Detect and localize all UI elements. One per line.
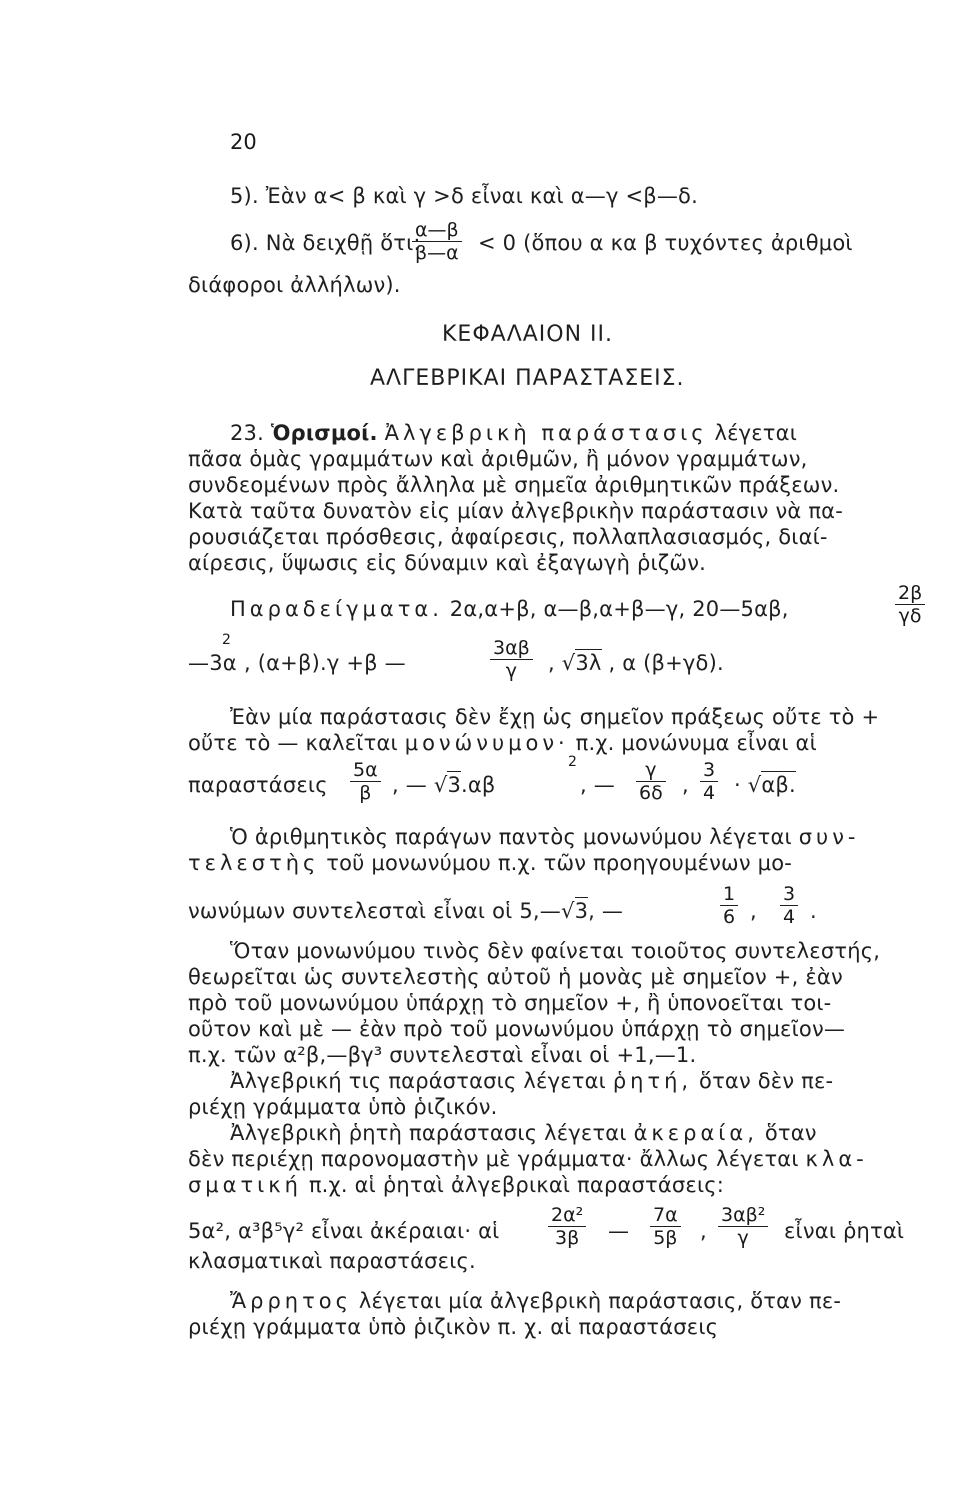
fraction-numerator: 5α xyxy=(350,759,381,782)
text: δὲν περιέχῃ παρονομαστὴν μὲ γράμματα· ἄλλως λέγεται xyxy=(188,1147,799,1171)
radical-sign: √ xyxy=(560,899,575,923)
term-fractional-cont: σματική xyxy=(188,1173,302,1197)
rational-line-1 xyxy=(230,1068,833,1094)
integral-line-5: κλασματικαὶ παραστάσεις. xyxy=(188,1249,476,1273)
examples-list: 2α,α+β, α—β,α+β—γ, 20—5αβ, xyxy=(449,597,789,621)
fraction-numerator: γ xyxy=(636,759,666,782)
monomial-line-3a: παραστάσεις xyxy=(188,773,328,797)
text: Ὁ ἀριθμητικὸς παράγων παντὸς μονωνύμου λέγεται xyxy=(230,825,792,849)
text: τοῦ μονωνύμου π.χ. τῶν προηγουμένων μο- xyxy=(326,851,793,875)
fraction-numerator: 3αβ xyxy=(490,637,533,660)
term-fractional: κλα- xyxy=(805,1147,868,1171)
comma: , xyxy=(700,1219,707,1243)
examples-line-2-end: , α (β+γδ). xyxy=(608,651,724,675)
examples-line-2b: , (α+β).γ +β — xyxy=(244,651,406,675)
implicit-line-4: οῦτον καὶ μὲ — ἐὰν πρὸ τοῦ μονωνύμου ὑπάρχῃ τὸ σημεῖον— xyxy=(188,1017,846,1041)
fraction-denominator: γ xyxy=(505,660,517,682)
term-algebraic-expression: Ἀλγεβρικὴ παράστασις xyxy=(384,421,708,445)
examples-label: Παραδείγματα. xyxy=(230,597,443,621)
text: π.χ. μονώνυμα εἶναι αἱ xyxy=(575,731,817,755)
fraction-denominator: β xyxy=(359,782,372,804)
separator: · xyxy=(734,773,741,797)
text: λέγεται μία ἀλγεβρικὴ παράστασις, ὅταν πε- xyxy=(358,1289,842,1313)
fraction-numerator: 2α² xyxy=(548,1204,586,1227)
radicand: 3λ xyxy=(575,651,602,675)
fraction-denominator: 4 xyxy=(703,782,716,804)
radical-sign: √ xyxy=(561,651,576,675)
radical-sign: √ xyxy=(747,773,762,797)
integral-fraction-1 xyxy=(548,1204,586,1249)
section-23-line-1-rest: λέγεται xyxy=(714,421,798,445)
comma: , xyxy=(682,773,689,797)
chapter-title: ΑΛΓΕΒΡΙΚΑΙ ΠΑΡΑΣΤΑΣΕΙΣ. xyxy=(370,366,685,391)
text: π.χ. αἱ ῥηταὶ ἀλγεβρικαὶ παραστάσεις: xyxy=(308,1173,725,1197)
monomial-fraction-a xyxy=(350,759,381,804)
fraction-denominator: γδ xyxy=(898,605,922,627)
section-heading: Ὁρισμοί. xyxy=(270,421,378,445)
integral-fraction-3 xyxy=(718,1204,768,1249)
coefficient-fraction-2 xyxy=(780,883,798,928)
fraction-numerator: 7α xyxy=(650,1204,681,1227)
examples-fraction-2 xyxy=(490,637,533,682)
monomial-line-1: Ἐὰν μία παράστασις δὲν ἔχῃ ὡς σημεῖον πράξεως οὔτε τὸ + xyxy=(230,705,880,729)
integral-line-3 xyxy=(188,1172,724,1198)
fraction-numerator: 3αβ² xyxy=(718,1204,768,1227)
text: νωνύμων συντελεσταὶ εἶναι οἱ 5,— xyxy=(188,899,561,923)
text: Ἀλγεβρική τις παράστασις λέγεται xyxy=(230,1069,606,1093)
monomial-line-3d: , — xyxy=(580,773,615,797)
fraction-denominator: β—α xyxy=(415,242,459,264)
section-23-line-1 xyxy=(230,420,797,446)
radicand: 3 xyxy=(574,899,589,923)
fraction-numerator: 3 xyxy=(780,883,798,906)
radicand: 3 xyxy=(447,773,461,797)
radical-sign: √ xyxy=(433,773,448,797)
integral-line-2 xyxy=(188,1146,868,1172)
exercise-6-end: < 0 (ὅπου α κα β τυχόντες ἀριθμοὶ xyxy=(478,231,853,255)
integral-line-4a: 5α², α³β⁵γ² εἶναι ἀκέραιαι· αἱ xyxy=(188,1219,500,1243)
term-integral: ἀκεραία, xyxy=(633,1121,758,1145)
text: ὅταν δὲν πε- xyxy=(699,1069,834,1093)
section-23-line-4: Κατὰ ταῦτα δυνατὸν εἰς μίαν ἀλγεβρικὴν παράστασιν νὰ πα- xyxy=(188,499,843,523)
integral-line-1 xyxy=(230,1120,817,1146)
coefficient-line-2 xyxy=(188,850,792,876)
irrational-line-2: ριέχῃ γράμματα ὑπὸ ῥιζικὸν π. χ. αἱ παραστάσεις xyxy=(188,1315,719,1339)
comma: , xyxy=(750,899,757,923)
fraction-denominator: 4 xyxy=(783,906,796,928)
fraction-denominator: 6 xyxy=(723,906,736,928)
monomial-fraction-b xyxy=(636,759,666,804)
examples-line-1 xyxy=(230,596,789,622)
examples-fraction-1 xyxy=(895,582,925,627)
monomial-line-3b xyxy=(392,772,496,798)
superscript: 2 xyxy=(222,632,231,648)
exercise-6-cont: διάφοροι ἀλλήλων). xyxy=(188,273,401,297)
section-23-line-2: πᾶσα ὁμὰς γραμμάτων καὶ ἀριθμῶν, ἢ μόνον γραμμάτων, xyxy=(188,447,808,471)
exercise-5: 5). Ἐὰν α< β καὶ γ >δ εἶναι καὶ α—γ <β—δ. xyxy=(230,184,698,208)
examples-line-2a: —3α xyxy=(188,651,237,675)
monomial-fraction-c xyxy=(700,759,718,804)
implicit-line-5: π.χ. τῶν α²β,—βγ³ συντελεσταὶ εἶναι οἱ +1,—1. xyxy=(188,1043,697,1067)
irrational-line-1 xyxy=(230,1288,841,1314)
chapter-number: ΚΕΦΑΛΑΙΟΝ ΙΙ. xyxy=(442,322,614,347)
period: . xyxy=(810,899,817,923)
integral-fraction-2 xyxy=(650,1204,681,1249)
radicand: αβ. xyxy=(761,773,796,797)
rational-line-2: ριέχῃ γράμματα ὑπὸ ῥιζικόν. xyxy=(188,1095,498,1119)
text: οὔτε τὸ — καλεῖται xyxy=(188,731,398,755)
text: , — xyxy=(392,773,427,797)
term-coefficient-cont: τελεστὴς xyxy=(188,851,320,875)
fraction-denominator: 3β xyxy=(555,1227,580,1249)
monomial-line-2 xyxy=(188,730,817,756)
fraction-numerator: α—β xyxy=(412,219,462,242)
fraction-numerator: 2β xyxy=(895,582,925,605)
text: , — xyxy=(588,899,624,923)
comma: , xyxy=(548,651,555,675)
monomial-line-3e xyxy=(734,772,796,798)
minus-sign: — xyxy=(608,1219,630,1243)
term-monomial: μονώνυμον· xyxy=(404,731,569,755)
implicit-line-3: πρὸ τοῦ μονωνύμου ὑπάρχῃ τὸ σημεῖον +, ἢ ὑπονοεῖται τοι- xyxy=(188,991,832,1015)
page-number: 20 xyxy=(230,130,257,154)
implicit-line-2: θεωρεῖται ὡς συντελεστὴς αὐτοῦ ἡ μονὰς μὲ σημεῖον +, ἐὰν xyxy=(188,965,843,989)
fraction-denominator: 5β xyxy=(653,1227,678,1249)
implicit-line-1: Ὅταν μονωνύμου τινὸς δὲν φαίνεται τοιοῦτος συντελεστής, xyxy=(230,939,881,963)
fraction-numerator: 3 xyxy=(700,759,718,782)
coefficient-line-3 xyxy=(188,898,623,924)
fraction-denominator: γ xyxy=(737,1227,749,1249)
section-23-line-5: ρουσιάζεται πρόσθεσις, ἀφαίρεσις, πολλαπλασιασμός, διαί- xyxy=(188,525,828,549)
exercise-6-start: 6). Νὰ δειχθῇ ὅτι: xyxy=(230,231,421,255)
text: .αβ xyxy=(461,773,496,797)
term-rational: ῥητή, xyxy=(612,1069,693,1093)
text: ὅταν xyxy=(764,1121,817,1145)
section-number: 23. xyxy=(230,421,264,445)
coefficient-fraction-1 xyxy=(720,883,738,928)
fraction-denominator: 6δ xyxy=(639,782,663,804)
text: Ἀλγεβρικὴ ῥητὴ παράστασις λέγεται xyxy=(230,1121,627,1145)
examples-line-2c xyxy=(548,650,724,676)
section-23-line-3: συνδεομένων πρὸς ἄλληλα μὲ σημεῖα ἀριθμητικῶν πράξεων. xyxy=(188,473,840,497)
term-irrational: Ἄρρητος xyxy=(230,1289,352,1313)
exercise-6-fraction xyxy=(412,219,462,264)
coefficient-line-1 xyxy=(230,824,860,850)
superscript: 2 xyxy=(568,754,577,770)
integral-line-4b: εἶναι ῥηταὶ xyxy=(784,1219,905,1243)
fraction-numerator: 1 xyxy=(720,883,738,906)
term-coefficient: συν- xyxy=(798,825,860,849)
section-23-line-6: αίρεσις, ὕψωσις εἰς δύναμιν καὶ ἐξαγωγὴ ῥιζῶν. xyxy=(188,551,707,575)
